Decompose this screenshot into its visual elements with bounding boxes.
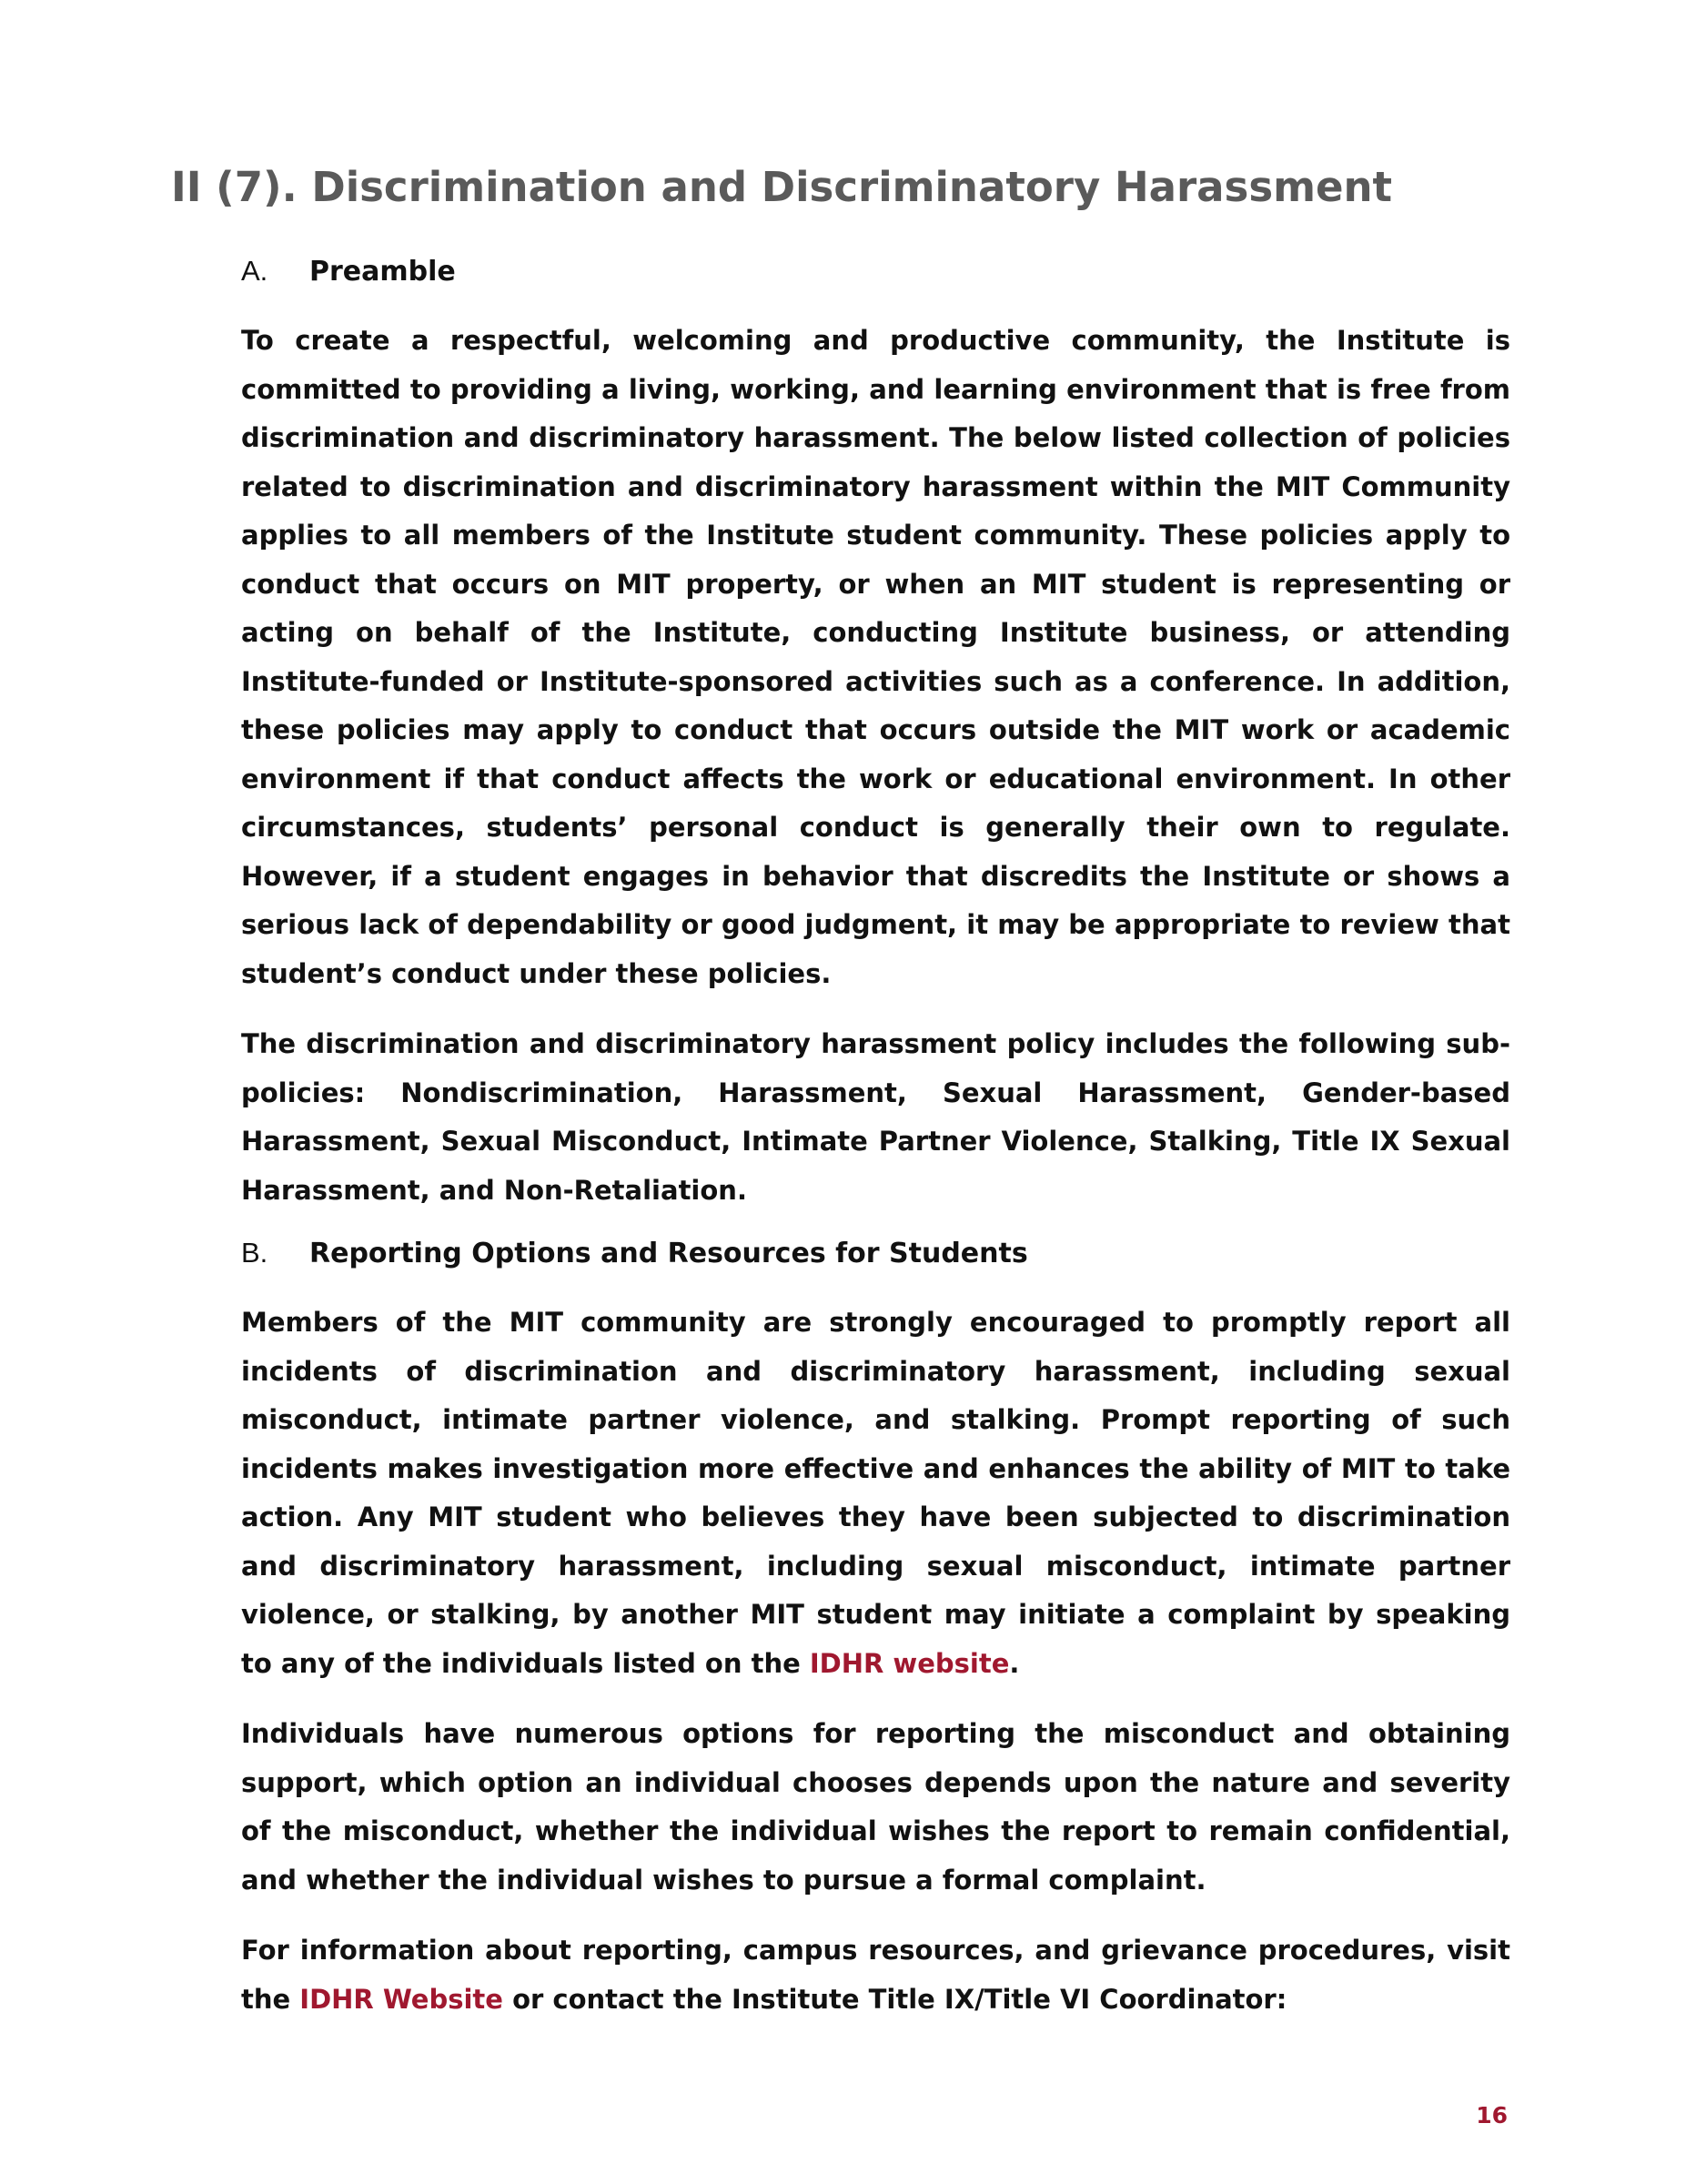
section-heading-preamble [241, 255, 1510, 297]
preamble-paragraph-2: The discrimination and discriminatory harassment policy includes the following sub-policies: Nondiscrimination, Harassment, Sexual Harassment, Gender-based Harassment, Sexual Misconduct, Intimate Partner Violence, Stalking, Title IX Sexual Harassment, and Non-Retaliation. [241, 1028, 1510, 1206]
idhr-website-link[interactable]: IDHR website [809, 1647, 1010, 1679]
section-title: Reporting Options and Resources for Students [309, 1238, 1028, 1269]
paragraph-text-end: or contact the Institute Title IX/Title VI Coordinator: [502, 1983, 1287, 2015]
paragraph-text-end: . [1009, 1647, 1020, 1679]
reporting-paragraph-1 [241, 1299, 1510, 1688]
content-body [241, 255, 1510, 2046]
section-title: Preamble [309, 256, 456, 288]
idhr-website-link-2[interactable]: IDHR Website [299, 1983, 503, 2015]
section-letter: A. [241, 255, 268, 287]
paragraph-text: Members of the MIT community are strongly encouraged to promptly report all incidents of discrimination and discriminatory harassment, including sexual misconduct, intimate partner violence, and stalking. Prompt reporting of such incidents makes investigation more effective and enhances the ability of MIT to take action. Any MIT student who believes they have been subjected to discrimination and discriminatory harassment, including sexual misconduct, intimate partner violence, or stalking, by another MIT student may initiate a complaint by speaking to any of the individuals listed on the [241, 1307, 1510, 1679]
page-title: II (7). Discrimination and Discriminatory Harassment [171, 163, 1393, 211]
section-letter: B. [241, 1237, 268, 1269]
reporting-paragraph-2: Individuals have numerous options for reporting the misconduct and obtaining support, which option an individual chooses depends upon the nature and severity of the misconduct, whether the individual wishes the report to remain confidential, and whether the individual wishes to pursue a formal complaint. [241, 1718, 1510, 1896]
paragraph-text: For information about reporting, campus resources, and grievance procedures, visit the [241, 1935, 1510, 2015]
page-number: 16 [1476, 2102, 1508, 2128]
reporting-paragraph-3 [241, 1926, 1510, 2024]
section-heading-reporting [241, 1237, 1510, 1279]
preamble-paragraph-1: To create a respectful, welcoming and productive community, the Institute is committed to providing a living, working, and learning environment that is free from discrimination and discriminatory harassment. The below listed collection of policies related to discrimination and discriminatory harassment within the MIT Community applies to all members of the Institute student community. These policies apply to conduct that occurs on MIT property, or when an MIT student is representing or acting on behalf of the Institute, conducting Institute business, or attending Institute-funded or Institute-sponsored activities such as a conference. In addition, these policies may apply to conduct that occurs outside the MIT work or academic environment if that conduct affects the work or educational environment. In other circumstances, students’ personal conduct is generally their own to regulate. However, if a student engages in behavior that discredits the Institute or shows a serious lack of dependability or good judgment, it may be appropriate to review that student’s conduct under these policies. [241, 325, 1510, 989]
